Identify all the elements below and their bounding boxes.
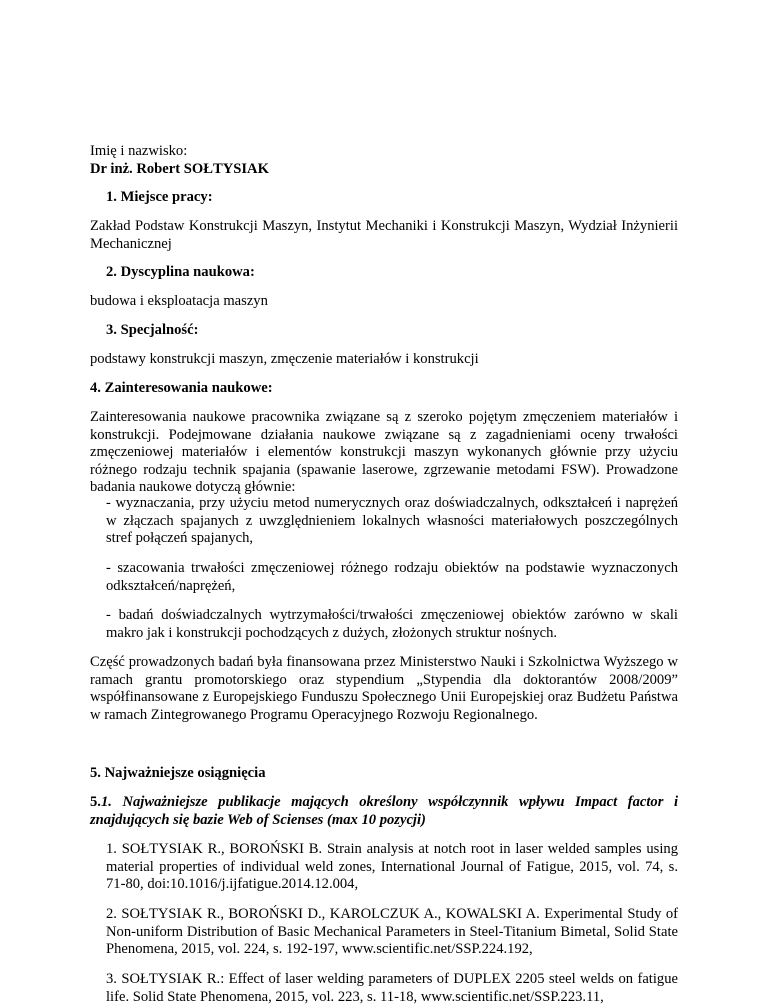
person-name: Dr inż. Robert SOŁTYSIAK [90,161,269,177]
interest-item: - szacowania trwałości zmęczeniowej różnego rodzaju obiektów na podstawie wyznaczonych odkształceń/naprężeń, [106,560,678,594]
section-2-text: budowa i eksploatacja maszyn [90,293,268,309]
section-5-1-title: 1. Najważniejsze publikacje mających określony współczynnik wpływu Impact factor i znajdujących się bazie Web of Scienses (max 10 pozycji) [90,794,678,828]
publication-item: 1. SOŁTYSIAK R., BOROŃSKI B. Strain analysis at notch root in laser welded samples using material properties of individual weld zones, International Journal of Fatigue, 2015, vol. 74, s. 71-80, doi:10.1016/j.ijfatigue.2014.12.004, [106,841,678,893]
name-label: Imię i nazwisko: [90,143,188,159]
publication-item: 3. SOŁTYSIAK R.: Effect of laser welding parameters of DUPLEX 2205 steel welds on fatigue life. Solid State Phenomena, 2015, vol. 223, s. 11-18, www.scientific.net/SSP.223.11, [106,971,678,1005]
section-3-heading: 3. Specjalność: [106,322,199,338]
section-4-intro: Zainteresowania naukowe pracownika związane są z szeroko pojętym zmęczeniem materiałów i konstrukcji. Podejmowane działania naukowe związane są z zagadnieniami oceny trwałości zmęczeniowej materiałów i elementów konstrukcji maszyn wykonanych głównie przy użyciu różnego rodzaju technik spajania (spawanie laserowe, zgrzewanie metodami FSW). Prowadzone badania naukowe dotyczą głównie: [90,409,678,496]
publication-item: 2. SOŁTYSIAK R., BOROŃSKI D., KAROLCZUK A., KOWALSKI A. Experimental Study of Non-uniform Distribution of Basic Mechanical Parameters in Steel-Titanium Bimetal, Solid State Phenomena, 2015, vol. 224, s. 192-197, www.scientific.net/SSP.224.192, [106,906,678,958]
section-2-heading: 2. Dyscyplina naukowa: [106,264,255,280]
interest-item: - badań doświadczalnych wytrzymałości/trwałości zmęczeniowej obiektów zarówno w skali makro jak i konstrukcji pochodzących z dużych, złożonych struktur nośnych. [106,607,678,641]
section-1-heading: 1. Miejsce pracy: [106,189,213,205]
section-4-closing: Część prowadzonych badań była finansowana przez Ministerstwo Nauki i Szkolnictwa Wyższego w ramach grantu promotorskiego oraz stypendium „Stypendia dla doktorantów 2008/2009” współfinansowane z Europejskiego Funduszu Społecznego Unii Europejskiej oraz Budżetu Państwa w ramach Zintegrowanego Programu Operacyjnego Rozwoju Regionalnego. [90,654,678,723]
section-5-1-heading [90,794,678,829]
interest-item: - wyznaczania, przy użyciu metod numerycznych oraz doświadczalnych, odkształceń i naprężeń w złączach spajanych z uwzględnieniem lokalnych własności materiałowych poszczególnych stref połączeń spajanych, [106,495,678,547]
section-5-heading: 5. Najważniejsze osiągnięcia [90,765,266,781]
section-5-1-number: 5. [90,794,101,810]
section-4-heading: 4. Zainteresowania naukowe: [90,380,273,396]
section-1-text: Zakład Podstaw Konstrukcji Maszyn, Instytut Mechaniki i Konstrukcji Maszyn, Wydział Inżynierii Mechanicznej [90,218,678,252]
section-3-text: podstawy konstrukcji maszyn, zmęczenie materiałów i konstrukcji [90,351,479,367]
